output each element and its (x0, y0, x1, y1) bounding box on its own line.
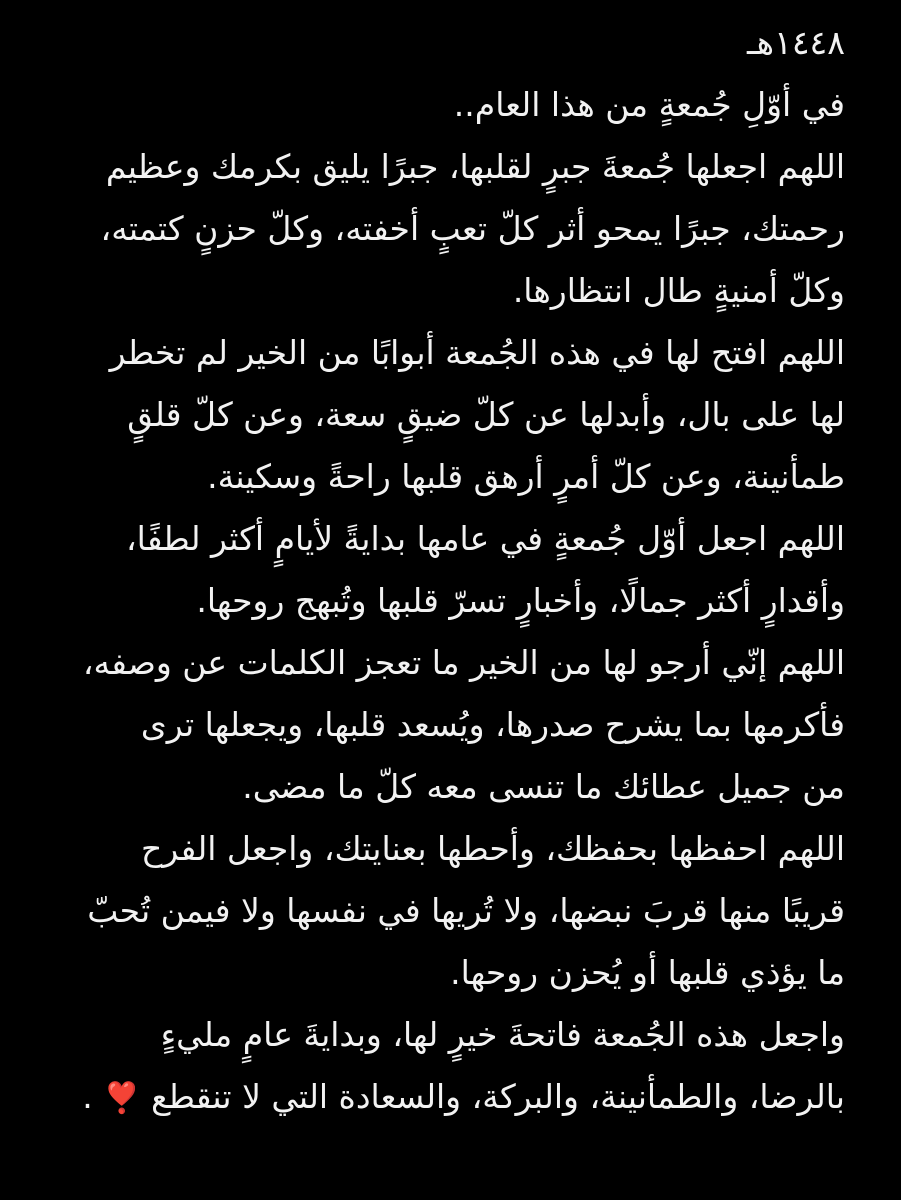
note-line: رحمتك، جبرًا يمحو أثر كلّ تعبٍ أخفته، وكلّ حزنٍ كتمته، (100, 209, 845, 248)
note-line: في أوّلِ جُمعةٍ من هذا العام.. (453, 85, 845, 124)
note-line: اللهم اجعل أوّل جُمعةٍ في عامها بدايةً لأيامٍ أكثر لطفًا، (126, 519, 845, 558)
note-text (48, 12, 845, 1128)
note-line: اللهم افتح لها في هذه الجُمعة أبوابًا من الخير لم تخطر (109, 333, 845, 372)
note-line: ما يؤذي قلبها أو يُحزن روحها. (450, 953, 845, 992)
note-line: وكلّ أمنيةٍ طال انتظارها. (512, 271, 845, 310)
note-line: اللهم احفظها بحفظك، وأحطها بعنايتك، واجعل الفرح (141, 829, 845, 868)
closing-line (48, 1066, 845, 1128)
note-line: اللهم اجعلها جُمعةَ جبرٍ لقلبها، جبرًا يليق بكرمك وعظيم (105, 147, 845, 186)
note-line: فأكرمها بما يشرح صدرها، ويُسعد قلبها، ويجعلها ترى (140, 705, 845, 744)
note-line: وأقدارٍ أكثر جمالًا، وأخبارٍ تسرّ قلبها وتُبهج روحها. (196, 581, 845, 620)
date-line: ١٤٤٨هـ (747, 23, 845, 62)
closing-punctuation: . (82, 1077, 104, 1116)
note-line: بالرضا، والطمأنينة، والبركة، والسعادة التي لا تنقطع (151, 1077, 845, 1116)
note-line: اللهم إنّي أرجو لها من الخير ما تعجز الكلمات عن وصفه، (82, 643, 845, 682)
note-line: واجعل هذه الجُمعة فاتحةَ خيرٍ لها، وبدايةَ عامٍ مليءٍ (160, 1015, 845, 1054)
heart-exclamation-icon: ❣️ (103, 1081, 141, 1116)
note-line: قريبًا منها قربَ نبضها، ولا تُريها في نفسها ولا فيمن تُحبّ (87, 891, 845, 930)
note-line: طمأنينة، وعن كلّ أمرٍ أرهق قلبها راحةً وسكينة. (207, 457, 845, 496)
note-line: لها على بال، وأبدلها عن كلّ ضيقٍ سعة، وعن كلّ قلقٍ (127, 395, 845, 434)
note-line: من جميل عطائك ما تنسى معه كلّ ما مضى. (242, 767, 845, 806)
